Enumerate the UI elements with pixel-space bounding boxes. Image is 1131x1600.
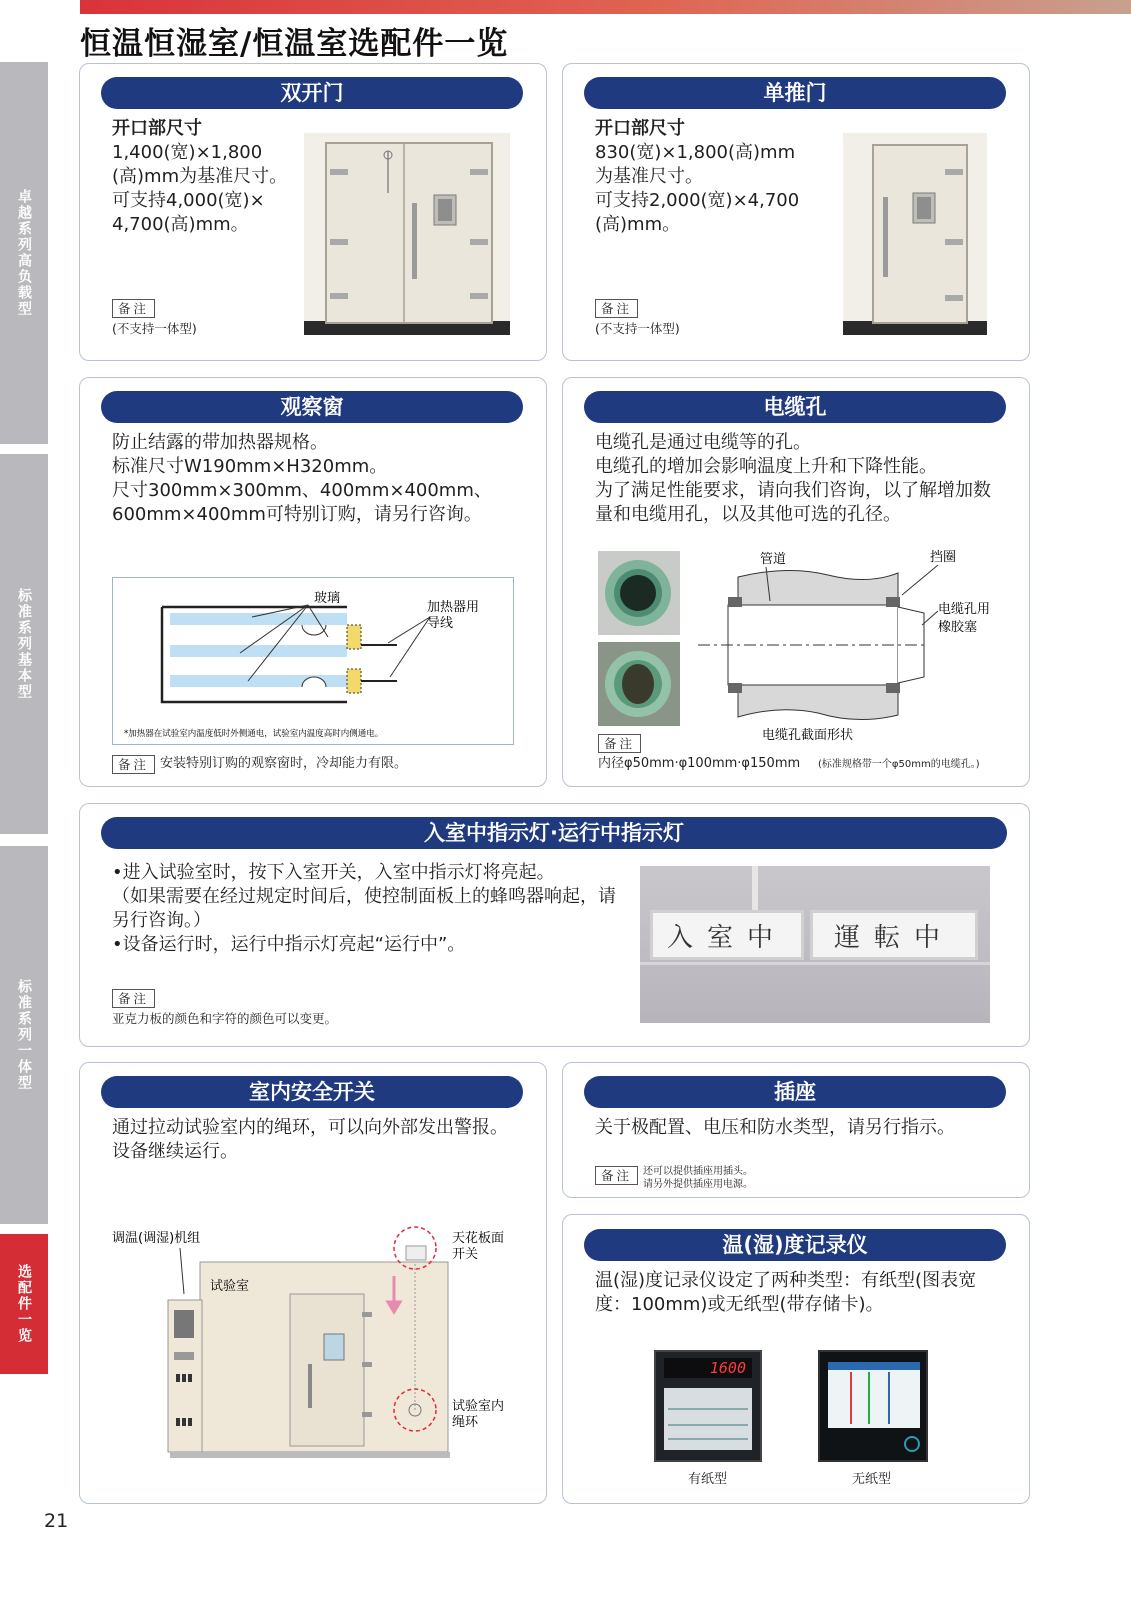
dial-icon [904, 1436, 920, 1452]
spec-line: 标准尺寸W190mm×H320mm。 [112, 456, 388, 477]
spec-line: •设备运行时，运行中指示灯亮起“运行中”。 [112, 934, 466, 955]
recorder-screen [828, 1362, 920, 1428]
cable-line [752, 866, 758, 910]
spec-line: 4,700(高)mm。 [112, 214, 249, 235]
note-text: 内径φ50mm·φ100mm·φ150mm [598, 756, 801, 771]
spec-line: 600mm×400mm可特别订购，请另行咨询。 [112, 504, 482, 525]
spec-line: 度：100mm)或无纸型(带存储卡)。 [595, 1294, 884, 1315]
page-number: 21 [44, 1510, 69, 1532]
opening-size-heading: 开口部尺寸 [595, 118, 685, 139]
cable-hole-photo-2 [598, 642, 680, 726]
chart-paper [664, 1388, 752, 1450]
wall-edge [640, 962, 990, 965]
spec-line: 可支持4,000(宽)× [112, 190, 265, 211]
spec-line: 为了满足性能要求，请向我们咨询，以了解增加数 [595, 480, 991, 501]
spec-line: (高)mm为基准尺寸。 [112, 166, 288, 187]
opening-size-heading: 开口部尺寸 [112, 118, 202, 139]
spec-line: 通过拉动试验室内的绳环，可以向外部发出警报。 [112, 1117, 508, 1138]
spec-line: （如果需要在经过规定时间后，使控制面板上的蜂鸣器响起，请 [112, 886, 616, 907]
spec-line: 关于极配置、电压和防水类型，请另行指示。 [595, 1117, 955, 1138]
label-plug-1: 电缆孔用 [938, 602, 991, 617]
spec-line: 1,400(宽)×1,800 [112, 142, 263, 163]
label-paper-type: 有纸型 [688, 1472, 728, 1487]
indicator-photo [640, 866, 990, 1023]
spec-line: 可支持2,000(宽)×4,700 [595, 190, 800, 211]
note-tag: 备注 [598, 734, 641, 753]
sign-running: 運転中 [810, 910, 978, 960]
panel-title: 室内安全开关 [101, 1076, 523, 1108]
label-pipe: 管道 [760, 552, 787, 567]
label-ring: 挡圈 [930, 550, 957, 565]
label-ceiling-1: 天花板面 [452, 1231, 505, 1246]
side-tab-premium[interactable]: 卓越系列高负载型 [0, 62, 48, 444]
side-tab-standard-basic[interactable]: 标准系列基本型 [0, 454, 48, 834]
cable-hole-section-diagram [698, 545, 998, 745]
top-accent-bar [80, 0, 1131, 14]
label-rope-1: 试验室内 [452, 1399, 505, 1414]
note-tag: 备注 [112, 299, 155, 318]
note-text: 亚克力板的颜色和字符的颜色可以变更。 [112, 1011, 338, 1026]
panel-title: 单推门 [584, 77, 1006, 109]
paperless-recorder-image [818, 1350, 928, 1462]
paper-recorder-image [654, 1350, 762, 1462]
spec-line: 防止结露的带加热器规格。 [112, 432, 328, 453]
label-heater-2: 导线 [427, 616, 454, 631]
label-glass: 玻璃 [314, 591, 341, 606]
single-door-photo [843, 133, 987, 335]
spec-line: 设备继续运行。 [112, 1141, 238, 1162]
note-tag: 备注 [595, 1166, 638, 1185]
spec-line: 电缆孔是通过电缆等的孔。 [595, 432, 811, 453]
label-section: 电缆孔截面形状 [762, 728, 854, 743]
safety-switch-diagram [110, 1224, 520, 1464]
panel-title: 入室中指示灯·运行中指示灯 [101, 817, 1007, 849]
cable-hole-photo-1 [598, 551, 680, 635]
page-title: 恒温恒湿室/恒温室选配件一览 [80, 26, 509, 62]
spec-line: 830(宽)×1,800(高)mm [595, 142, 796, 163]
sign-entering: 入室中 [650, 910, 804, 960]
label-heater-1: 加热器用 [427, 600, 480, 615]
spec-line: 温(湿)度记录仪设定了两种类型：有纸型(图表宽 [595, 1270, 977, 1291]
side-tab-options[interactable]: 选配件一览 [0, 1234, 48, 1374]
panel-title: 温(湿)度记录仪 [584, 1229, 1006, 1261]
panel-title: 电缆孔 [584, 391, 1006, 423]
note-tag: 备注 [112, 755, 155, 774]
spec-line: •进入试验室时，按下入室开关，入室中指示灯将亮起。 [112, 862, 555, 883]
note-text: 安装特别订购的观察窗时，冷却能力有限。 [160, 756, 408, 771]
note-text: (不支持一体型) [112, 321, 197, 336]
spec-line: 另行咨询。） [112, 910, 211, 931]
label-paperless-type: 无纸型 [852, 1472, 892, 1487]
note-tag: 备注 [595, 299, 638, 318]
spec-line: 尺寸300mm×300mm、400mm×400mm、 [112, 480, 492, 501]
label-room: 试验室 [210, 1279, 250, 1294]
note-text: (不支持一体型) [595, 321, 680, 336]
panel-title: 双开门 [101, 77, 523, 109]
note-text-2: 请另外提供插座用电源。 [643, 1179, 753, 1190]
recorder-display: 1600 [664, 1358, 752, 1378]
label-rope-2: 绳环 [452, 1415, 479, 1430]
panel-title: 观察窗 [101, 391, 523, 423]
spec-line: 电缆孔的增加会影响温度上升和下降性能。 [595, 456, 937, 477]
double-door-photo [304, 133, 510, 335]
side-tab-standard-integrated[interactable]: 标准系列一体型 [0, 846, 48, 1224]
spec-line: 量和电缆用孔，以及其他可选的孔径。 [595, 504, 901, 525]
panel-title: 插座 [584, 1076, 1006, 1108]
diagram-footnote: *加热器在试验室内温度低时外侧通电，试验室内温度高时内侧通电。 [124, 729, 384, 739]
label-unit: 调温(调湿)机组 [112, 1231, 201, 1246]
spec-line: 为基准尺寸。 [595, 166, 703, 187]
spec-line: (高)mm。 [595, 214, 681, 235]
note-text-1: 还可以提供插座用插头。 [643, 1166, 753, 1177]
label-ceiling-2: 开关 [452, 1247, 479, 1262]
note-tag: 备注 [112, 989, 155, 1008]
window-cross-section-diagram [112, 577, 514, 745]
note-small-text: (标准规格带一个φ50mm的电缆孔。) [818, 759, 980, 770]
label-plug-2: 橡胶塞 [938, 620, 978, 635]
